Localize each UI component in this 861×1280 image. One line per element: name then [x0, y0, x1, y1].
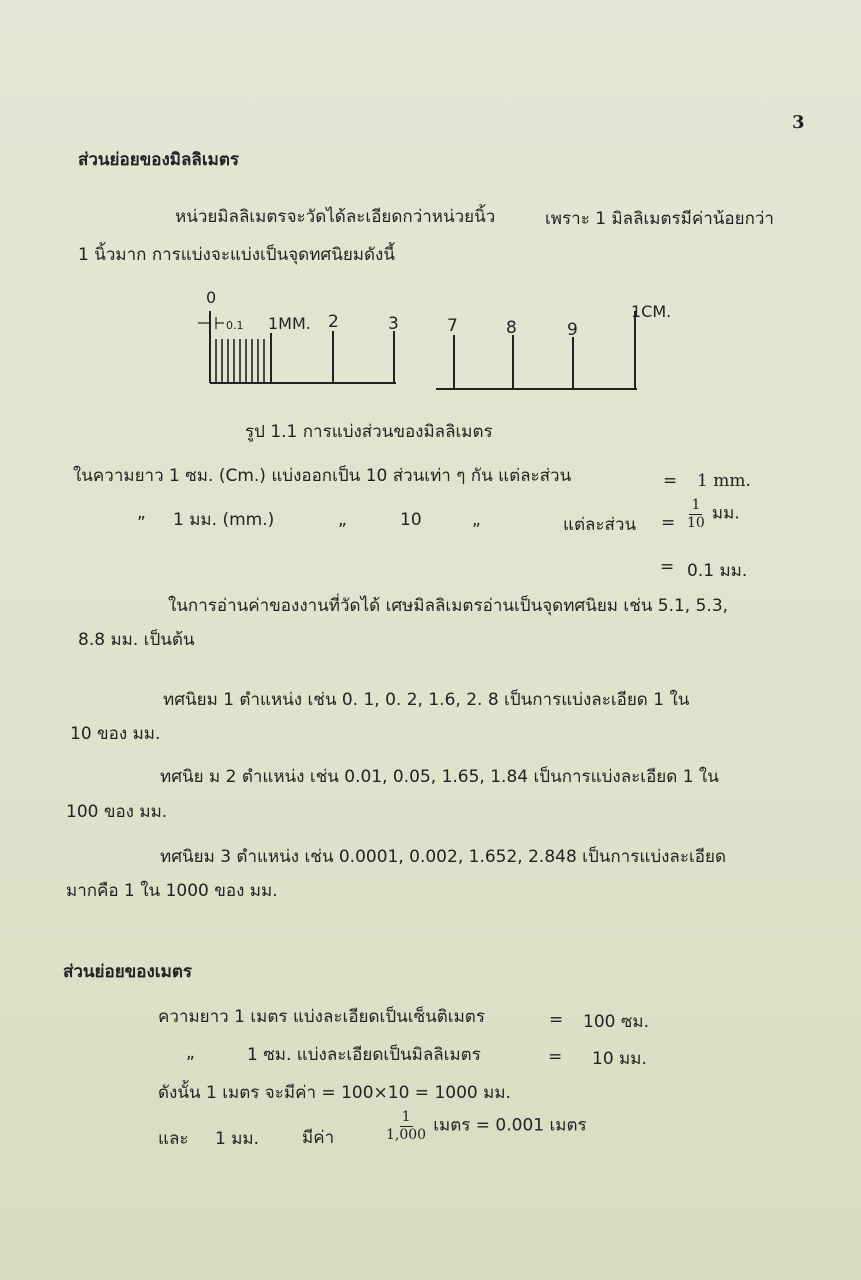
section-heading-meter: ส่วนย่อยของเมตร [63, 962, 192, 982]
paragraph-line: หน่วยมิลลิเมตรจะวัดได้ละเอียดกว่าหน่วยนิ้ว [175, 207, 496, 227]
ditto-mark: „ [338, 510, 347, 530]
paragraph-line: 8.8 มม. เป็นต้น [78, 630, 195, 650]
decimal-example-line: ทศนิย ม 2 ตำแหน่ง เช่น 0.01, 0.05, 1.65, 1.84 เป็นการแบ่งละเอียด 1 ใน [160, 767, 719, 787]
equals-sign: = [549, 1010, 564, 1030]
equation-line: ในความยาว 1 ซม. (Cm.) แบ่งออกเป็น 10 ส่วนเท่า ๆ กัน แต่ละส่วน [73, 466, 572, 486]
paragraph-line: ในการอ่านค่าของงานที่วัดได้ เศษมิลลิเมตรอ่านเป็นจุดทศนิยม เช่น 5.1, 5.3, [168, 596, 729, 616]
decimal-example-line: ทศนิยม 1 ตำแหน่ง เช่น 0. 1, 0. 2, 1.6, 2. 8 เป็นการแบ่งละเอียด 1 ใน [163, 690, 690, 710]
equals-sign: = [661, 513, 676, 533]
millimeter-ruler-figure [190, 283, 690, 398]
ditto-mark: „ [472, 510, 481, 530]
equals-sign: = [660, 557, 675, 577]
meter-line: ความยาว 1 เมตร แบ่งละเอียดเป็นเซ็นติเมตร [158, 1007, 485, 1027]
ruler-label-8: 8 [506, 318, 517, 338]
decimal-example-line: ทศนิยม 3 ตำแหน่ง เช่น 0.0001, 0.002, 1.652, 2.848 เป็นการแบ่งละเอียด [160, 847, 726, 867]
decimal-example-line: 10 ของ มม. [70, 724, 161, 744]
meter-word: และ [158, 1129, 189, 1149]
meter-word: มีค่า [302, 1128, 335, 1148]
meter-value: 100 ซม. [583, 1012, 649, 1032]
section-heading-millimeter: ส่วนย่อยของมิลลิเมตร [78, 150, 240, 170]
fraction-rest: เมตร = 0.001 เมตร [433, 1115, 587, 1136]
ruler-label-2: 2 [328, 312, 339, 332]
meter-line: 1 ซม. แบ่งละเอียดเป็นมิลลิเมตร [247, 1045, 481, 1065]
equation-unit: 1 มม. (mm.) [173, 510, 275, 530]
ditto-mark: „ [186, 1043, 195, 1063]
meter-line: ดังนั้น 1 เมตร จะมีค่า = 100×10 = 1000 มม. [158, 1083, 511, 1103]
ruler-label-3: 3 [388, 314, 399, 334]
ruler-label-1cm: 1CM. [631, 302, 672, 321]
fraction-denominator: 1,000 [386, 1126, 427, 1143]
meter-value: 10 มม. [592, 1049, 647, 1069]
paragraph-line: 1 นิ้วมาก การแบ่งจะแบ่งเป็นจุดทศนิยมดังนี้ [78, 245, 395, 265]
ruler-label-1mm: 1MM. [268, 314, 311, 333]
ditto-mark: „ [137, 503, 146, 523]
ruler-label-tenth: 0.1 [226, 319, 244, 332]
fraction-numerator: 1 [691, 497, 701, 513]
decimal-example-line: มากคือ 1 ใน 1000 ของ มม. [66, 881, 278, 901]
ruler-label-0: 0 [206, 288, 217, 307]
figure-caption: รูป 1.1 การแบ่งส่วนของมิลลิเมตร [245, 422, 493, 442]
equation-label: แต่ละส่วน [563, 515, 637, 535]
fraction-one-tenth [685, 498, 740, 530]
fraction-numerator: 1 [401, 1109, 411, 1125]
ruler-label-7: 7 [447, 316, 458, 336]
equation-parts: 10 [400, 510, 422, 530]
equals-sign: = [548, 1047, 563, 1067]
equals-sign: = [663, 471, 678, 491]
page-number: 3 [792, 112, 805, 133]
meter-unit: 1 มม. [215, 1129, 260, 1149]
fraction-denominator: 10 [687, 514, 705, 531]
fraction-one-thousandth [384, 1110, 587, 1142]
equation-value: 1 mm. [697, 471, 751, 491]
decimal-example-line: 100 ของ มม. [66, 802, 168, 822]
equation-value: 0.1 มม. [687, 561, 748, 581]
ruler-tenth-ticks [216, 339, 264, 383]
paragraph-line: เพราะ 1 มิลลิเมตรมีค่าน้อยกว่า [545, 209, 774, 229]
fraction-unit: มม. [711, 503, 740, 524]
ruler-label-9: 9 [567, 320, 578, 340]
